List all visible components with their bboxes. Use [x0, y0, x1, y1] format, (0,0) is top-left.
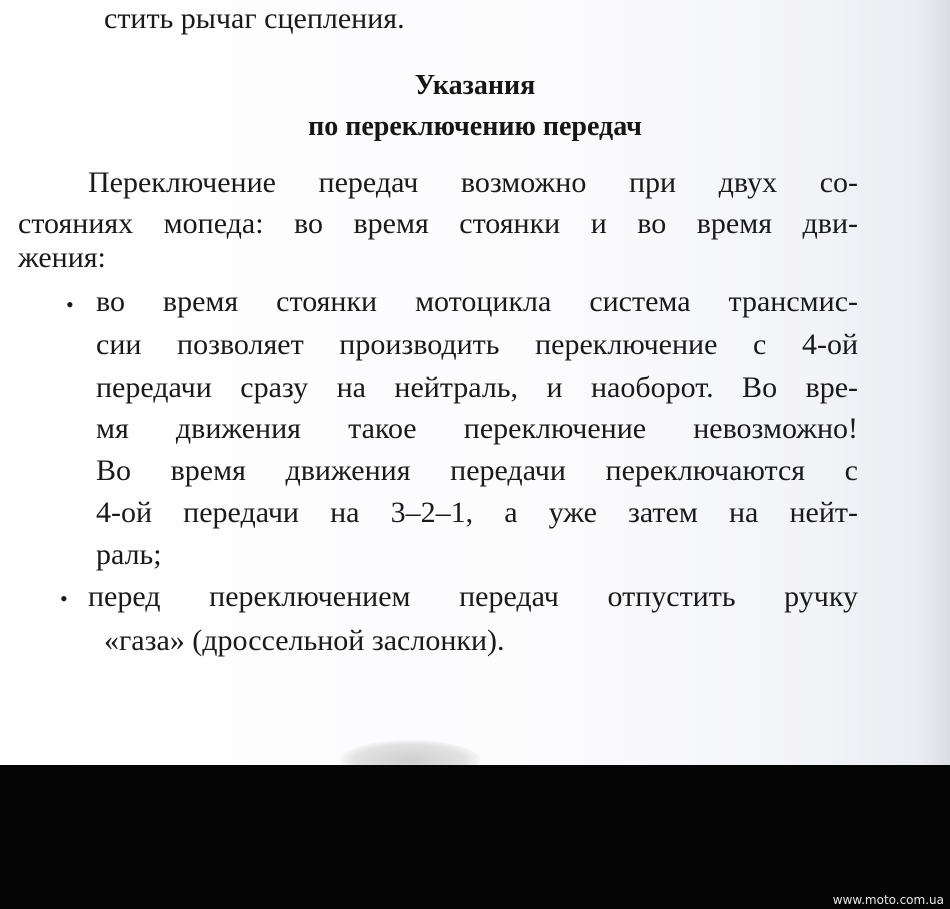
paragraph-line-2: стояниях мопеда: во время стоянки и во время дви-: [18, 207, 858, 240]
bullet-marker: •: [60, 586, 68, 611]
bullet-1-line-5: Во время движения передачи переключаются с: [96, 454, 858, 487]
bullet-1-line-3: передачи сразу на нейтраль, и наоборот. Во вре-: [96, 371, 858, 404]
watermark-text: www.moto.com.ua: [832, 893, 944, 907]
bullet-1-line-1: во время стоянки мотоцикла система трансмис-: [96, 285, 858, 318]
bullet-1-line-7: раль;: [96, 538, 162, 571]
bullet-1-line-2: сии позволяет производить переключение с 4-ой: [96, 328, 858, 361]
top-text-fragment: стить рычаг сцепления.: [104, 2, 405, 35]
section-heading-line-2: по переключению передач: [308, 111, 642, 142]
paragraph-line-1: Переключение передач возможно при двух со-: [88, 166, 858, 199]
scan-background: [0, 765, 950, 909]
bullet-marker: •: [66, 292, 74, 317]
section-heading-line-1: Указания: [414, 70, 536, 101]
bullet-1-line-6: 4-ой передачи на 3–2–1, а уже затем на нейт-: [96, 496, 858, 529]
bullet-2-line-2: «газа» (дроссельной заслонки).: [104, 624, 505, 657]
paragraph-line-3: жения:: [18, 241, 106, 274]
bullet-1-line-4: мя движения такое переключение невозможно!: [96, 412, 858, 445]
bullet-2-line-1: перед переключением передач отпустить ручку: [88, 580, 858, 613]
